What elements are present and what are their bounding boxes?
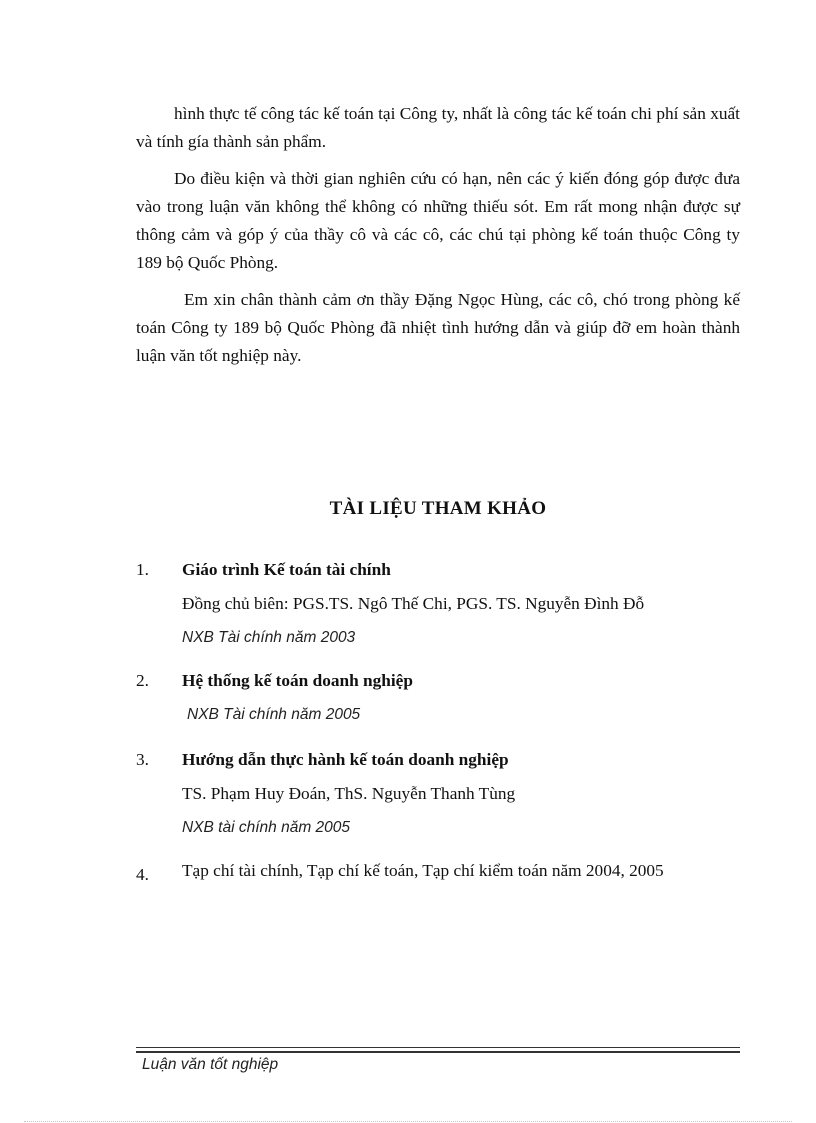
reference-number: 4. xyxy=(136,865,149,884)
reference-title: Tạp chí tài chính, Tạp chí kế toán, Tạp chí kiểm toán năm 2004, 2005 xyxy=(182,861,664,880)
reference-publisher: NXB Tài chính năm 2003 xyxy=(182,629,356,646)
reference-number: 2. xyxy=(136,671,149,690)
reference-title: Giáo trình Kế toán tài chính xyxy=(182,560,391,579)
paragraph-2: Do điều kiện và thời gian nghiên cứu có hạn, nên các ý kiến đóng góp được đưa vào trong luận văn không thể không có những thiếu sót. Em rất mong nhận được sự thông cảm và góp ý của thầy cô và các cô, các chú tại phòng kế toán thuộc Công ty 189 bộ Quốc Phòng. xyxy=(136,169,740,272)
page-boundary xyxy=(24,1121,792,1122)
paragraph-1: hình thực tế công tác kế toán tại Công ty, nhất là công tác kế toán chi phí sản xuất và tính gía thành sản phẩm. xyxy=(136,104,740,151)
reference-number: 3. xyxy=(136,750,149,769)
references-title: TÀI LIỆU THAM KHẢO xyxy=(329,498,547,519)
reference-number: 1. xyxy=(136,560,149,579)
body-text xyxy=(136,100,740,379)
reference-title: Hướng dẫn thực hành kế toán doanh nghiệp xyxy=(182,750,509,769)
reference-authors: Đồng chủ biên: PGS.TS. Ngô Thế Chi, PGS. TS. Nguyễn Đình Đỗ xyxy=(182,594,645,613)
footer-divider xyxy=(136,1047,740,1048)
footer-text: Luận văn tốt nghiệp xyxy=(142,1056,279,1073)
reference-authors: TS. Phạm Huy Đoán, ThS. Nguyễn Thanh Tùng xyxy=(182,784,516,803)
reference-title: Hệ thống kế toán doanh nghiệp xyxy=(182,671,413,690)
reference-publisher: NXB Tài chính năm 2005 xyxy=(187,706,361,723)
reference-publisher: NXB tài chính năm 2005 xyxy=(182,819,351,836)
paragraph-3: Em xin chân thành cảm ơn thầy Đặng Ngọc Hùng, các cô, chó trong phòng kế toán Công ty 189 bộ Quốc Phòng đã nhiệt tình hướng dẫn và giúp đỡ em hoàn thành luận văn tốt nghiệp này. xyxy=(136,290,740,365)
